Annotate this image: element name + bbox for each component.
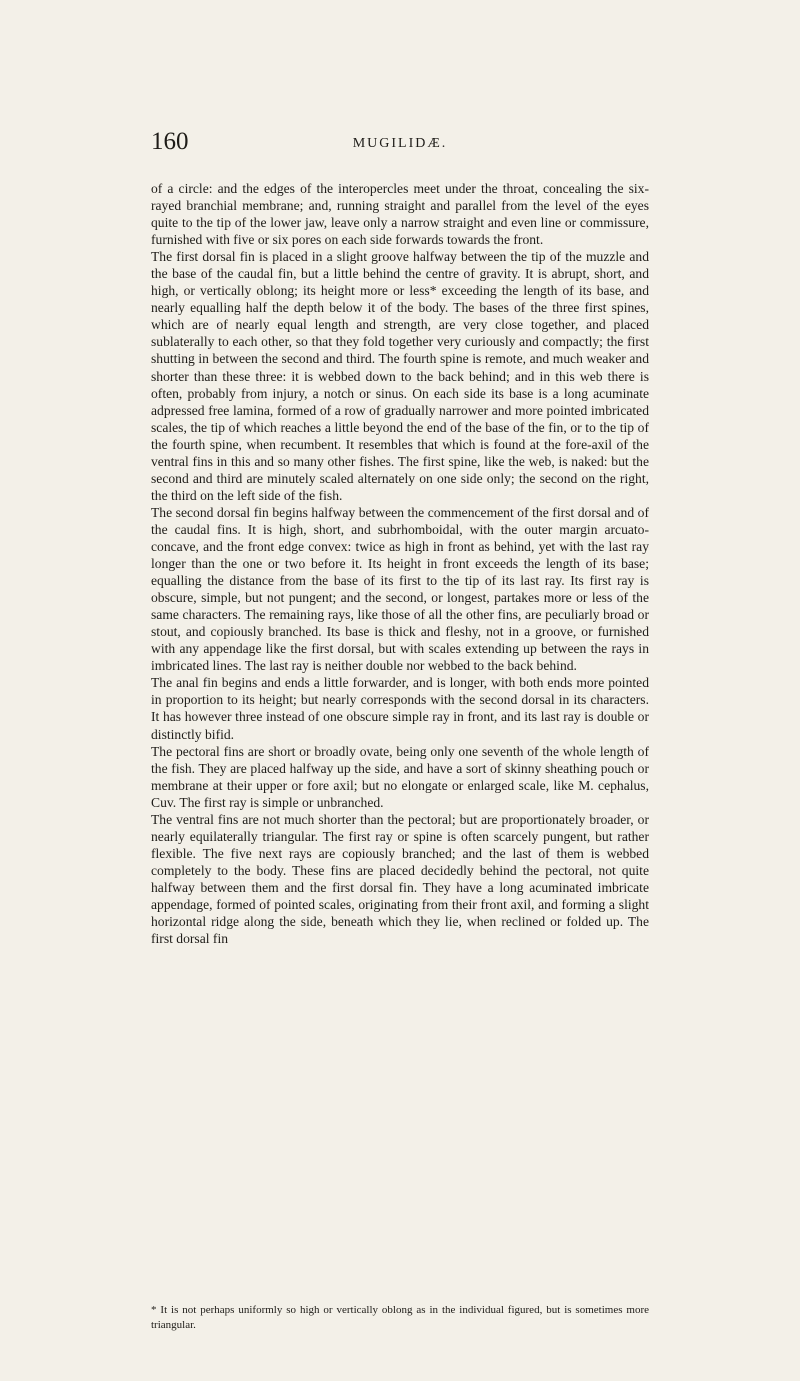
page-header: [151, 128, 649, 162]
paragraph-anal-fin: The anal fin begins and ends a little forwarder, and is longer, with both ends more pointed in proportion to its height; but nearly corresponds with the second dorsal in its characters. It has however three instead of one obscure simple ray in front, and its last ray is double or distinctly bifid.: [151, 675, 649, 742]
paragraph-pectoral-fins: The pectoral fins are short or broadly ovate, being only one seventh of the whole length of the fish. They are placed halfway up the side, and have a sort of skinny sheathing pouch or membrane at their upper or fore axil; but no elongate or enlarged scale, like M. cephalus, Cuv. The first ray is simple or unbranched.: [151, 743, 649, 810]
running-head: MUGILIDÆ.: [352, 136, 448, 151]
paragraph-first-dorsal-fin: The first dorsal fin is placed in a slight groove halfway between the tip of the muzzle and the base of the caudal fin, but a little behind the centre of gravity. It is abrupt, short, and high, or vertically oblong; its height more or less* exceeding the length of its base, and nearly equalling half the depth below it of the body. The bases of the three first spines, which are of nearly equal length and strength, are very close together, and placed sublaterally to each other, so that they fold together very curiously and compactly; the first shutting in between the second and third. The fourth spine is remote, and much weaker and shorter than these three: it is webbed down to the back behind; and in this web there is often, probably from injury, a notch or sinus. On each side its base is a long acuminate adpressed free lamina, formed of a row of gradually narrower and more pointed imbricated scales, the tip of which reaches a little beyond the end of the base of the fin, or to the tip of the fourth spine, when recumbent. It resembles that which is found at the fore-axil of the ventral fins in this and so many other fishes. The first spine, like the web, is naked: but the second and third are minutely scaled alternately on one side only; the second on the right, the third on the left side of the fish.: [151, 249, 649, 503]
paragraph-ventral-fins: The ventral fins are not much shorter than the pectoral; but are proportionately broader, or nearly equilaterally triangular. The first ray or spine is often scarcely pungent, but rather flexible. The five next rays are copiously branched; and the last of them is webbed completely to the body. These fins are placed decidedly behind the pectoral, not quite halfway between them and the first dorsal fin. They have a long acuminated imbricate appendage, formed of pointed scales, originating from their front axil, and forming a slight horizontal ridge along the side, beneath which they lie, when reclined or folded up. The first dorsal fin: [151, 811, 649, 947]
footnote: * It is not perhaps uniformly so high or vertically oblong as in the individual figured, but is sometimes more triangular.: [151, 1304, 649, 1331]
page-number: 160: [151, 128, 189, 155]
body-text: [151, 180, 649, 947]
paragraph-second-dorsal-fin: The second dorsal fin begins halfway between the commencement of the first dorsal and of the caudal fins. It is high, short, and subrhomboidal, with the outer margin arcuato-concave, and the front edge convex: twice as high in front as behind, yet with the last ray longer than the one or two before it. Its height in front exceeds the length of its base; equalling the distance from the base of its first to the tip of its last ray. Its first ray is obscure, simple, but not pungent; and the second, or longest, partakes more or less of the same characters. The remaining rays, like those of all the other fins, are peculiarly broad or stout, and copiously branched. Its base is thick and fleshy, not in a groove, or furnished with any appendage like the first dorsal, but with scales extending up between the rays in imbricated lines. The last ray is neither double nor webbed to the back behind.: [151, 504, 649, 674]
paragraph-continuation: of a circle: and the edges of the interopercles meet under the throat, concealing the six-rayed branchial membrane; and, running straight and parallel from the level of the eyes quite to the tip of the lower jaw, leave only a narrow straight and even line or commissure, furnished with five or six pores on each side forwards towards the front.: [151, 181, 649, 248]
